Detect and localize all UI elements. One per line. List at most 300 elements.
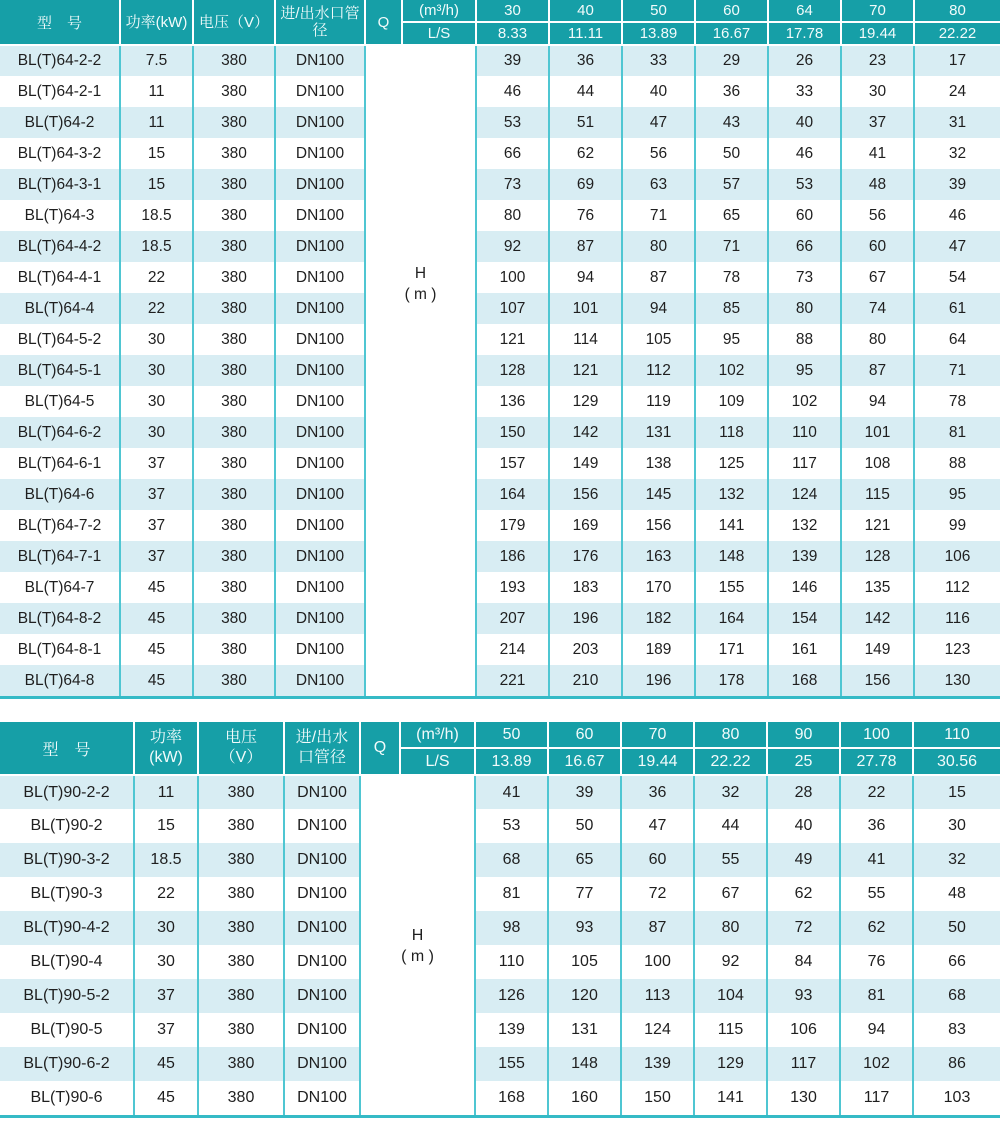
head-value-cell: 139 [768,541,841,572]
head-value-cell: 92 [694,945,767,979]
head-value-cell: 32 [913,843,1000,877]
head-value-cell: 92 [476,231,549,262]
head-value-cell: 168 [768,665,841,696]
flow-m3h-header: 60 [548,722,621,748]
pipe-header-line: 口管径 [297,749,346,766]
head-value-cell: 22 [840,775,913,809]
head-value-cell: 102 [695,355,768,386]
head-value-cell: 69 [549,169,622,200]
head-value-cell: 62 [767,877,840,911]
head-value-cell: 138 [622,448,695,479]
power-cell: 22 [134,877,198,911]
pipe-cell: DN100 [284,979,360,1013]
model-cell: BL(T)90-5 [0,1013,134,1047]
head-value-cell: 126 [475,979,548,1013]
flow-ls-header: 11.11 [549,22,622,45]
head-value-cell: 65 [548,843,621,877]
voltage-cell: 380 [193,603,275,634]
model-cell: BL(T)64-6 [0,479,120,510]
head-value-cell: 142 [549,417,622,448]
pipe-cell: DN100 [275,510,365,541]
voltage-header-line: （V） [219,749,263,766]
voltage-cell: 380 [193,324,275,355]
voltage-cell: 380 [193,510,275,541]
flow-m3h-header: 100 [840,722,913,748]
head-value-cell: 221 [476,665,549,696]
head-value-cell: 23 [841,45,914,76]
table-row [0,775,1000,809]
voltage-header-line: 电压（V） [198,13,269,31]
head-value-cell: 121 [841,510,914,541]
head-value-cell: 156 [841,665,914,696]
head-value-cell: 149 [549,448,622,479]
voltage-cell: 380 [193,417,275,448]
head-value-cell: 80 [694,911,767,945]
table-row [0,877,1000,911]
pipe-cell: DN100 [275,293,365,324]
voltage-cell: 380 [198,775,284,809]
voltage-header-line: 电压 [224,729,257,746]
flow-ls-header: 30.56 [913,748,1000,775]
head-value-cell: 168 [475,1081,548,1115]
head-value-cell: 101 [841,417,914,448]
head-value-cell: 56 [622,138,695,169]
model-cell: BL(T)90-6 [0,1081,134,1115]
power-cell: 37 [120,448,193,479]
flow-ls-header: 22.22 [694,748,767,775]
head-value-cell: 115 [841,479,914,510]
head-value-cell: 67 [694,877,767,911]
model-cell: BL(T)64-4-2 [0,231,120,262]
power-header-line: 功率(kW) [125,13,188,31]
table-row [0,510,1000,541]
power-cell: 30 [134,911,198,945]
head-value-cell: 56 [841,200,914,231]
head-value-cell: 129 [549,386,622,417]
bl90-table-wrap [0,722,1000,1118]
power-cell: 37 [134,1013,198,1047]
voltage-cell: 380 [193,138,275,169]
head-value-cell: 94 [841,386,914,417]
head-value-cell: 68 [475,843,548,877]
table-row [0,665,1000,696]
head-unit-merged-cell [365,45,476,696]
flow-ls-header: 17.78 [768,22,841,45]
head-value-cell: 135 [841,572,914,603]
head-value-cell: 40 [767,809,840,843]
flow-ls-header: 13.89 [475,748,548,775]
pipe-header-line: 进/出水口管径 [280,5,360,39]
head-value-cell: 51 [549,107,622,138]
flow-m3h-header: 50 [622,0,695,22]
head-value-cell: 176 [549,541,622,572]
table-row [0,448,1000,479]
head-value-cell: 86 [913,1047,1000,1081]
power-cell: 18.5 [134,843,198,877]
power-cell: 30 [134,945,198,979]
voltage-cell: 380 [193,665,275,696]
table-row [0,911,1000,945]
head-value-cell: 41 [841,138,914,169]
model-cell: BL(T)64-7-2 [0,510,120,541]
power-cell: 30 [120,355,193,386]
head-value-cell: 62 [840,911,913,945]
model-cell: BL(T)64-7-1 [0,541,120,572]
head-value-cell: 186 [476,541,549,572]
head-value-cell: 104 [694,979,767,1013]
voltage-cell: 380 [198,911,284,945]
head-value-cell: 112 [622,355,695,386]
head-value-cell: 125 [695,448,768,479]
flow-m3h-header: 80 [914,0,1000,22]
head-value-cell: 36 [621,775,694,809]
head-value-cell: 105 [622,324,695,355]
model-cell: BL(T)64-3-1 [0,169,120,200]
head-value-cell: 100 [476,262,549,293]
voltage-cell: 380 [193,448,275,479]
model-cell: BL(T)64-7 [0,572,120,603]
table-row [0,262,1000,293]
head-value-cell: 210 [549,665,622,696]
head-value-cell: 64 [914,324,1000,355]
head-value-cell: 203 [549,634,622,665]
head-value-cell: 103 [913,1081,1000,1115]
pipe-cell: DN100 [275,572,365,603]
power-cell: 7.5 [120,45,193,76]
model-cell: BL(T)64-2 [0,107,120,138]
table-row [0,945,1000,979]
head-value-cell: 57 [695,169,768,200]
head-value-cell: 39 [548,775,621,809]
power-header-line: (kW) [149,749,183,766]
flow-m3h-header: 80 [694,722,767,748]
table-row [0,1047,1000,1081]
pipe-cell: DN100 [275,448,365,479]
head-value-cell: 93 [548,911,621,945]
pipe-cell: DN100 [284,1047,360,1081]
head-value-cell: 72 [767,911,840,945]
head-value-cell: 150 [621,1081,694,1115]
head-value-cell: 182 [622,603,695,634]
voltage-cell: 380 [193,231,275,262]
head-value-cell: 87 [621,911,694,945]
bl90-header [0,722,1000,775]
head-value-cell: 124 [768,479,841,510]
head-value-cell: 73 [476,169,549,200]
model-cell: BL(T)64-5-1 [0,355,120,386]
voltage-cell: 380 [193,169,275,200]
pipe-col-header [284,722,360,775]
voltage-cell: 380 [193,634,275,665]
head-value-cell: 94 [622,293,695,324]
head-value-cell: 108 [841,448,914,479]
head-value-cell: 120 [548,979,621,1013]
model-col-header: 型 号 [0,722,134,775]
head-value-cell: 63 [622,169,695,200]
head-value-cell: 130 [767,1081,840,1115]
flow-ls-header: 27.78 [840,748,913,775]
head-value-cell: 40 [622,76,695,107]
voltage-cell: 380 [198,877,284,911]
power-cell: 11 [120,76,193,107]
pipe-cell: DN100 [275,231,365,262]
head-value-cell: 67 [841,262,914,293]
flow-ls-header: 25 [767,748,840,775]
model-cell: BL(T)90-2 [0,809,134,843]
pipe-cell: DN100 [275,665,365,696]
head-value-cell: 17 [914,45,1000,76]
head-value-cell: 60 [841,231,914,262]
head-value-cell: 171 [695,634,768,665]
head-value-cell: 196 [549,603,622,634]
table-row [0,1013,1000,1047]
head-value-cell: 117 [767,1047,840,1081]
pipe-cell: DN100 [284,809,360,843]
pipe-cell: DN100 [275,107,365,138]
flow-m3h-header: 30 [476,0,549,22]
pipe-cell: DN100 [275,355,365,386]
head-value-cell: 80 [622,231,695,262]
power-cell: 18.5 [120,231,193,262]
model-cell: BL(T)64-2-1 [0,76,120,107]
head-value-cell: 78 [914,386,1000,417]
voltage-cell: 380 [193,262,275,293]
head-value-cell: 47 [621,809,694,843]
voltage-cell: 380 [193,355,275,386]
power-col-header [120,0,193,45]
head-value-cell: 54 [914,262,1000,293]
head-value-cell: 130 [914,665,1000,696]
head-value-cell: 102 [840,1047,913,1081]
model-cell: BL(T)64-4 [0,293,120,324]
table-row [0,809,1000,843]
head-value-cell: 102 [768,386,841,417]
power-cell: 45 [120,634,193,665]
head-value-cell: 80 [841,324,914,355]
head-value-cell: 161 [768,634,841,665]
table-row [0,138,1000,169]
head-value-cell: 87 [841,355,914,386]
model-cell: BL(T)90-2-2 [0,775,134,809]
voltage-cell: 380 [198,945,284,979]
pipe-cell: DN100 [275,138,365,169]
m3h-unit-header: (m³/h) [400,722,475,748]
power-cell: 18.5 [120,200,193,231]
head-value-cell: 76 [840,945,913,979]
head-value-cell: 48 [841,169,914,200]
head-value-cell: 71 [695,231,768,262]
head-value-cell: 60 [768,200,841,231]
head-value-cell: 110 [768,417,841,448]
head-value-cell: 109 [695,386,768,417]
pipe-cell: DN100 [275,200,365,231]
power-cell: 37 [134,979,198,1013]
head-value-cell: 81 [840,979,913,1013]
power-cell: 45 [134,1081,198,1115]
head-value-cell: 66 [768,231,841,262]
head-value-cell: 44 [694,809,767,843]
table-row [0,634,1000,665]
head-value-cell: 15 [913,775,1000,809]
flow-m3h-header: 40 [549,0,622,22]
table-row [0,843,1000,877]
head-value-cell: 131 [622,417,695,448]
model-cell: BL(T)64-4-1 [0,262,120,293]
table-row [0,293,1000,324]
head-value-cell: 95 [695,324,768,355]
power-cell: 30 [120,386,193,417]
head-value-cell: 53 [768,169,841,200]
head-value-cell: 164 [476,479,549,510]
voltage-cell: 380 [193,45,275,76]
table-row [0,324,1000,355]
table-row [0,603,1000,634]
head-value-cell: 115 [694,1013,767,1047]
head-value-cell: 46 [768,138,841,169]
head-value-cell: 39 [914,169,1000,200]
power-cell: 45 [120,572,193,603]
head-value-cell: 118 [695,417,768,448]
head-value-cell: 50 [548,809,621,843]
model-cell: BL(T)64-8 [0,665,120,696]
head-value-cell: 112 [914,572,1000,603]
pipe-cell: DN100 [275,541,365,572]
head-value-cell: 101 [549,293,622,324]
head-value-cell: 110 [475,945,548,979]
voltage-cell: 380 [193,386,275,417]
model-cell: BL(T)64-3 [0,200,120,231]
flow-q-header: Q [365,0,402,45]
head-value-cell: 71 [914,355,1000,386]
flow-ls-header: 8.33 [476,22,549,45]
flow-ls-header: 22.22 [914,22,1000,45]
table-row [0,200,1000,231]
head-value-cell: 47 [622,107,695,138]
model-cell: BL(T)90-3 [0,877,134,911]
head-value-cell: 30 [841,76,914,107]
head-value-cell: 169 [549,510,622,541]
voltage-cell: 380 [198,843,284,877]
head-value-cell: 65 [695,200,768,231]
pipe-cell: DN100 [284,877,360,911]
voltage-cell: 380 [193,479,275,510]
flow-ls-header: 19.44 [841,22,914,45]
head-value-cell: 84 [767,945,840,979]
power-header-line: 功率 [149,729,182,746]
pipe-cell: DN100 [275,324,365,355]
voltage-col-header [198,722,284,775]
pipe-cell: DN100 [275,417,365,448]
power-cell: 11 [120,107,193,138]
voltage-cell: 380 [193,76,275,107]
voltage-cell: 380 [193,572,275,603]
head-value-cell: 66 [476,138,549,169]
head-value-cell: 95 [768,355,841,386]
head-value-cell: 50 [695,138,768,169]
power-cell: 45 [120,665,193,696]
head-value-cell: 87 [549,231,622,262]
head-value-cell: 72 [621,877,694,911]
head-value-cell: 94 [840,1013,913,1047]
pipe-cell: DN100 [275,479,365,510]
head-value-cell: 157 [476,448,549,479]
head-value-cell: 46 [914,200,1000,231]
table-row [0,541,1000,572]
pipe-cell: DN100 [275,603,365,634]
m3h-unit-header: (m³/h) [402,0,476,22]
head-unit-line: ( m ) [401,947,434,965]
head-value-cell: 85 [695,293,768,324]
ls-unit-header: L/S [402,22,476,45]
head-value-cell: 117 [768,448,841,479]
head-value-cell: 55 [694,843,767,877]
head-value-cell: 88 [768,324,841,355]
power-cell: 30 [120,324,193,355]
flow-m3h-header: 70 [841,0,914,22]
flow-m3h-header: 50 [475,722,548,748]
head-value-cell: 155 [475,1047,548,1081]
ls-unit-header: L/S [400,748,475,775]
head-value-cell: 24 [914,76,1000,107]
table-row [0,386,1000,417]
power-cell: 45 [134,1047,198,1081]
head-value-cell: 100 [621,945,694,979]
head-value-cell: 88 [914,448,1000,479]
head-value-cell: 105 [548,945,621,979]
head-value-cell: 26 [768,45,841,76]
pipe-cell: DN100 [275,262,365,293]
head-value-cell: 41 [475,775,548,809]
power-cell: 15 [120,138,193,169]
head-value-cell: 155 [695,572,768,603]
head-value-cell: 74 [841,293,914,324]
head-value-cell: 163 [622,541,695,572]
head-value-cell: 113 [621,979,694,1013]
flow-m3h-header: 64 [768,0,841,22]
voltage-cell: 380 [198,809,284,843]
head-value-cell: 106 [914,541,1000,572]
table-row [0,417,1000,448]
power-cell: 45 [120,603,193,634]
head-value-cell: 95 [914,479,1000,510]
power-col-header [134,722,198,775]
model-cell: BL(T)64-6-2 [0,417,120,448]
head-value-cell: 71 [622,200,695,231]
power-cell: 30 [120,417,193,448]
head-value-cell: 68 [913,979,1000,1013]
table-row [0,355,1000,386]
head-value-cell: 131 [548,1013,621,1047]
head-unit-line: H [411,926,424,944]
head-value-cell: 116 [914,603,1000,634]
flow-m3h-header: 60 [695,0,768,22]
head-value-cell: 214 [476,634,549,665]
head-value-cell: 106 [767,1013,840,1047]
pipe-header-line: 进/出水 [295,729,349,746]
head-value-cell: 132 [768,510,841,541]
model-cell: BL(T)90-4 [0,945,134,979]
head-unit-label [366,46,475,696]
voltage-cell: 380 [193,293,275,324]
voltage-cell: 380 [193,541,275,572]
flow-m3h-header: 90 [767,722,840,748]
pipe-cell: DN100 [275,45,365,76]
head-value-cell: 53 [476,107,549,138]
model-cell: BL(T)90-5-2 [0,979,134,1013]
head-value-cell: 60 [621,843,694,877]
head-value-cell: 132 [695,479,768,510]
pipe-cell: DN100 [284,843,360,877]
